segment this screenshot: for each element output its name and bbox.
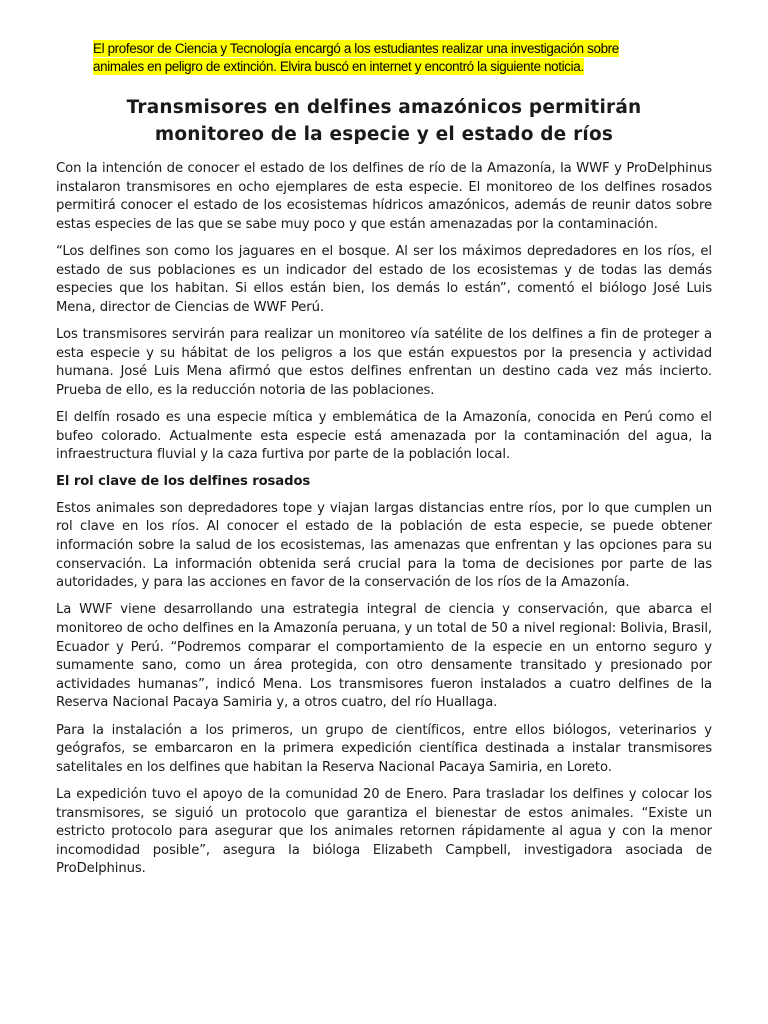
paragraph: “Los delfines son como los jaguares en el bosque. Al ser los máximos depredadores en los ríos, el estado de sus poblaciones es un indicador del estado de los ecosistemas y de todas las demás especies que los habitan. Si ellos están bien, los demás lo están”, comentó el biólogo José Luis Mena, director de Ciencias de WWF Perú. bbox=[56, 243, 712, 315]
title-line-1: Transmisores en delfines amazónicos permitirán bbox=[126, 97, 642, 118]
intro-highlight-box bbox=[93, 40, 653, 76]
paragraph: Los transmisores servirán para realizar un monitoreo vía satélite de los delfines a fin de proteger a esta especie y su hábitat de los peligros a los que están expuestos por la presencia y actividad humana. José Luis Mena afirmó que estos delfines enfrentan un destino cada vez más incierto. Prueba de ello, es la reducción notoria de las poblaciones. bbox=[56, 326, 712, 398]
intro-text: El profesor de Ciencia y Tecnología encargó a los estudiantes realizar una investigación sobre animales en peligro de extinción. Elvira buscó en internet y encontró la siguiente noticia. bbox=[93, 41, 619, 74]
paragraph: La expedición tuvo el apoyo de la comunidad 20 de Enero. Para trasladar los delfines y colocar los transmisores, se siguió un protocolo que garantiza el bienestar de estos animales. “Existe un estricto protocolo para asegurar que los animales retornen rápidamente al agua y con la menor incomodidad posible”, asegura la bióloga Elizabeth Campbell, investigadora asociada de ProDelphinus. bbox=[56, 786, 712, 877]
paragraph: El delfín rosado es una especie mítica y emblemática de la Amazonía, conocida en Perú como el bufeo colorado. Actualmente esta especie está amenazada por la contaminación del agua, la infraestructura fluvial y la caza furtiva por parte de la población local. bbox=[56, 409, 712, 463]
paragraph: Para la instalación a los primeros, un grupo de científicos, entre ellos biólogos, veterinarios y geógrafos, se embarcaron en la primera expedición científica destinada a instalar transmisores satelitales en los delfines que habitan la Reserva Nacional Pacaya Samiria, en Loreto. bbox=[56, 722, 712, 775]
section-subheading: El rol clave de los delfines rosados bbox=[56, 474, 311, 490]
article-body bbox=[56, 160, 712, 888]
paragraph: Estos animales son depredadores tope y viajan largas distancias entre ríos, por lo que cumplen un rol clave en los ríos. Al conocer el estado de la población de esta especie, se puede obtener información sobre la salud de los ecosistemas, las amenazas que enfrentan y las opciones para su conservación. La información obtenida será crucial para la toma de decisiones por parte de las autoridades, y para las acciones en favor de la conservación de los ríos de la Amazonía. bbox=[56, 500, 712, 591]
paragraph: Con la intención de conocer el estado de los delfines de río de la Amazonía, la WWF y ProDelphinus instalaron transmisores en ocho ejemplares de esta especie. El monitoreo de los delfines rosados permitirá conocer el estado de los ecosistemas hídricos amazónicos, además de reunir datos sobre estas especies de las que se sabe muy poco y que están amenazadas por la contaminación. bbox=[56, 161, 712, 232]
paragraph: La WWF viene desarrollando una estrategia integral de ciencia y conservación, que abarca el monitoreo de ocho delfines en la Amazonía peruana, y un total de 50 a nivel regional: Bolivia, Brasil, Ecuador y Perú. “Podremos comparar el comportamiento de la especie en un entorno seguro y sumamente sano, como un área protegida, con otro densamente transitado y presionado por actividades humanas”, indicó Mena. Los transmisores fueron instalados a cuatro delfines de la Reserva Nacional Pacaya Samiria y, a otros cuatro, del río Huallaga. bbox=[56, 602, 712, 711]
title-line-2: monitoreo de la especie y el estado de ríos bbox=[154, 124, 614, 145]
article-title bbox=[60, 94, 708, 148]
